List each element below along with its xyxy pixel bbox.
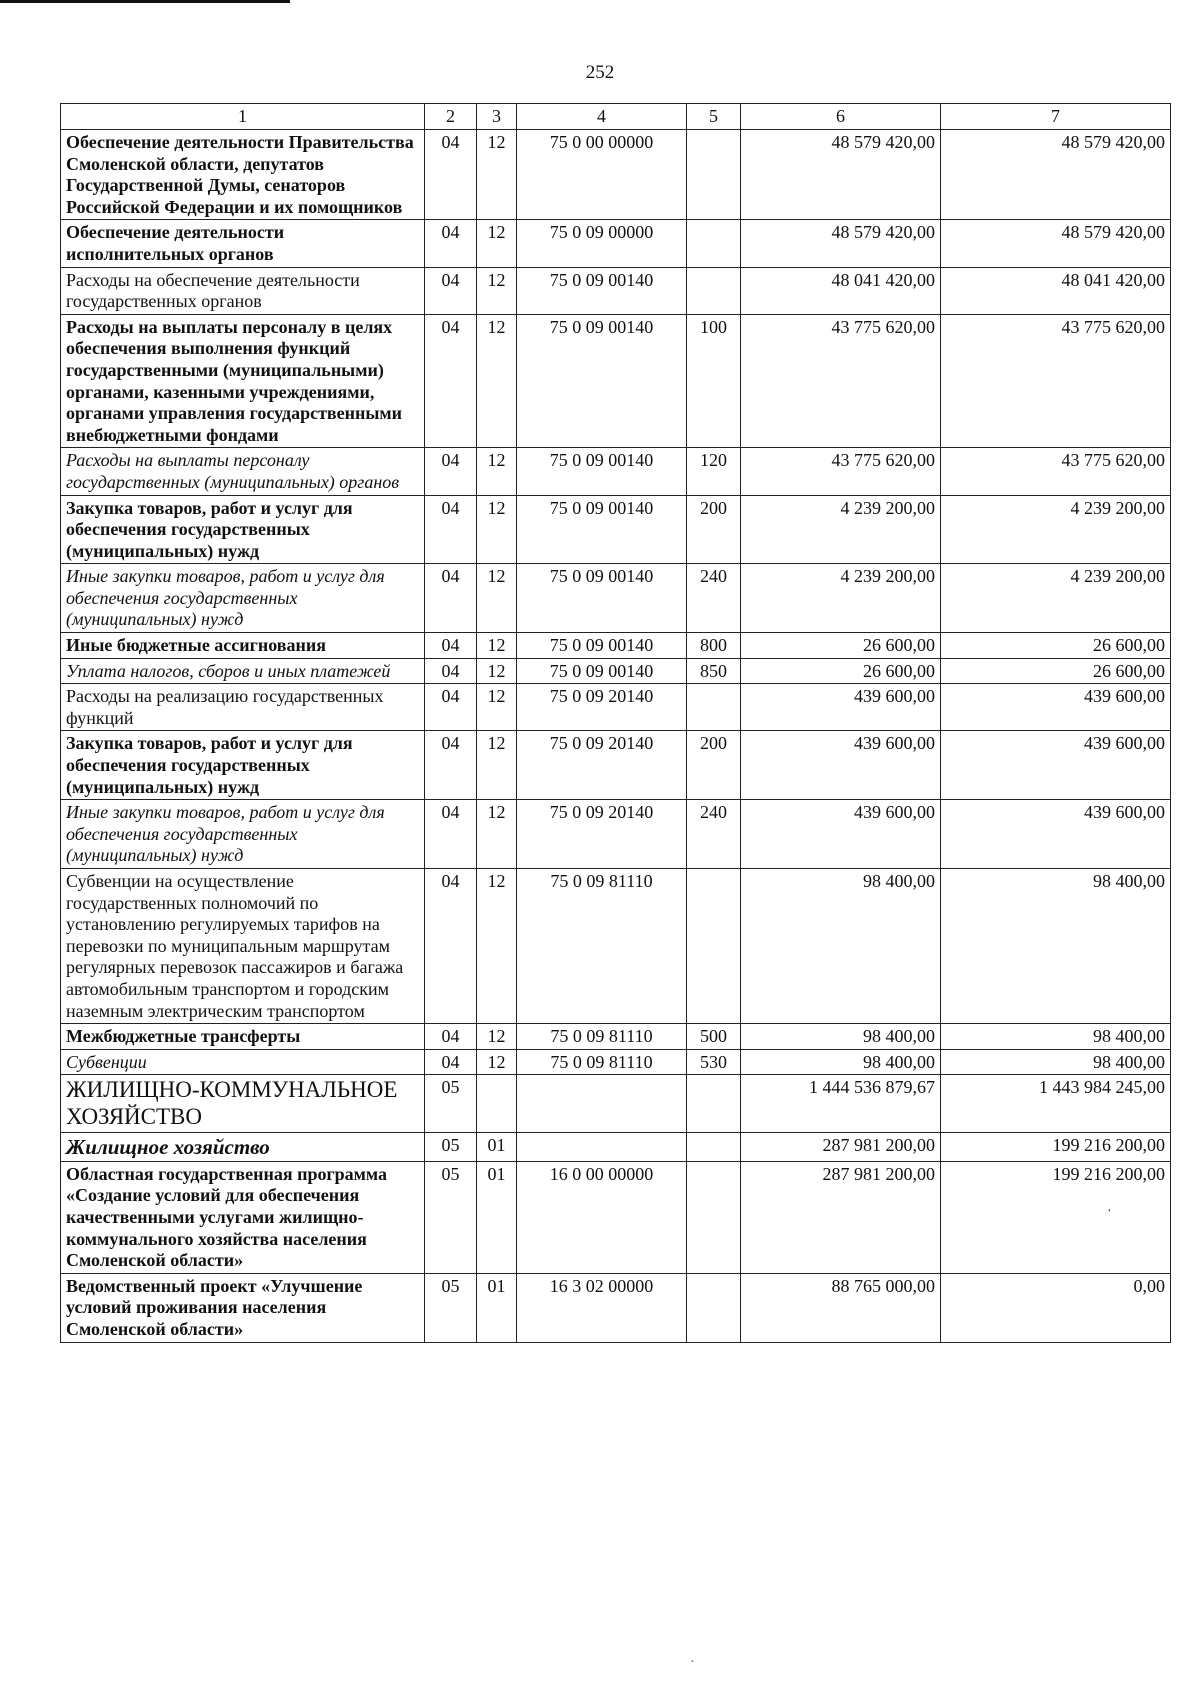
row-name: Жилищное хозяйство <box>61 1132 425 1161</box>
target-article-code: 75 0 09 20140 <box>517 731 687 800</box>
row-name: Закупка товаров, работ и услуг для обеспечения государственных (муниципальных) нужд <box>61 495 425 564</box>
amount-year-2: 199 216 200,00 <box>941 1132 1171 1161</box>
section-code: 05 <box>425 1132 477 1161</box>
amount-year-1: 43 775 620,00 <box>741 314 941 448</box>
amount-year-1: 48 579 420,00 <box>741 220 941 267</box>
amount-year-1: 26 600,00 <box>741 633 941 659</box>
target-article-code: 75 0 09 00140 <box>517 314 687 448</box>
table-row <box>61 267 1171 314</box>
section-code: 05 <box>425 1075 477 1132</box>
amount-year-1: 48 041 420,00 <box>741 267 941 314</box>
table-row <box>61 564 1171 633</box>
amount-year-2: 98 400,00 <box>941 869 1171 1024</box>
table-row <box>61 314 1171 448</box>
section-code: 05 <box>425 1273 477 1342</box>
section-code: 04 <box>425 130 477 220</box>
top-rule <box>0 0 290 3</box>
row-name: Субвенции <box>61 1049 425 1075</box>
table-row <box>61 731 1171 800</box>
col-header: 1 <box>61 104 425 130</box>
expense-type-code <box>687 267 741 314</box>
subsection-code: 01 <box>477 1132 517 1161</box>
expense-type-code <box>687 684 741 731</box>
section-code: 04 <box>425 1024 477 1050</box>
expense-type-code: 500 <box>687 1024 741 1050</box>
col-header: 3 <box>477 104 517 130</box>
target-article-code: 75 0 00 00000 <box>517 130 687 220</box>
row-name: Межбюджетные трансферты <box>61 1024 425 1050</box>
amount-year-1: 287 981 200,00 <box>741 1132 941 1161</box>
amount-year-2: 439 600,00 <box>941 684 1171 731</box>
row-name: Расходы на выплаты персоналу в целях обеспечения выполнения функций государственными (муниципальными) органами, казенными учреждениями, органами управления государственными внебюджетными фондами <box>61 314 425 448</box>
row-name: Областная государственная программа «Создание условий для обеспечения качественными услугами жилищно-коммунального хозяйства населения Смоленской области» <box>61 1161 425 1273</box>
amount-year-2: 199 216 200,00 <box>941 1161 1171 1273</box>
table-row <box>61 495 1171 564</box>
expense-type-code: 800 <box>687 633 741 659</box>
amount-year-2: 0,00 <box>941 1273 1171 1342</box>
amount-year-1: 43 775 620,00 <box>741 448 941 495</box>
section-code: 04 <box>425 1049 477 1075</box>
amount-year-1: 439 600,00 <box>741 684 941 731</box>
table-row <box>61 1161 1171 1273</box>
table-row <box>61 1024 1171 1050</box>
expense-type-code: 240 <box>687 800 741 869</box>
table-row <box>61 869 1171 1024</box>
subsection-code: 12 <box>477 220 517 267</box>
expense-type-code: 530 <box>687 1049 741 1075</box>
subsection-code: 12 <box>477 869 517 1024</box>
col-header: 4 <box>517 104 687 130</box>
table-row <box>61 800 1171 869</box>
row-name: Субвенции на осуществление государственных полномочий по установлению регулируемых тарифов на перевозки по муниципальным маршрутам регулярных перевозок пассажиров и багажа автомобильным транспортом и городским наземным электрическим транспортом <box>61 869 425 1024</box>
table-row <box>61 1273 1171 1342</box>
amount-year-2: 48 041 420,00 <box>941 267 1171 314</box>
expense-type-code <box>687 1161 741 1273</box>
col-header: 6 <box>741 104 941 130</box>
row-name: Расходы на выплаты персоналу государственных (муниципальных) органов <box>61 448 425 495</box>
target-article-code: 75 0 09 20140 <box>517 684 687 731</box>
amount-year-2: 98 400,00 <box>941 1024 1171 1050</box>
target-article-code: 75 0 09 00140 <box>517 267 687 314</box>
row-name: Уплата налогов, сборов и иных платежей <box>61 658 425 684</box>
amount-year-2: 43 775 620,00 <box>941 314 1171 448</box>
section-code: 04 <box>425 658 477 684</box>
target-article-code: 75 0 09 81110 <box>517 869 687 1024</box>
subsection-code <box>477 1075 517 1132</box>
row-name: Ведомственный проект «Улучшение условий проживания населения Смоленской области» <box>61 1273 425 1342</box>
scan-mark: · <box>690 1655 695 1670</box>
amount-year-1: 287 981 200,00 <box>741 1161 941 1273</box>
amount-year-1: 439 600,00 <box>741 731 941 800</box>
target-article-code: 75 0 09 00000 <box>517 220 687 267</box>
amount-year-1: 439 600,00 <box>741 800 941 869</box>
target-article-code: 75 0 09 81110 <box>517 1049 687 1075</box>
subsection-code: 12 <box>477 130 517 220</box>
expense-type-code <box>687 1273 741 1342</box>
amount-year-1: 4 239 200,00 <box>741 495 941 564</box>
amount-year-1: 1 444 536 879,67 <box>741 1075 941 1132</box>
amount-year-2: 26 600,00 <box>941 658 1171 684</box>
section-code: 04 <box>425 267 477 314</box>
amount-year-1: 88 765 000,00 <box>741 1273 941 1342</box>
header-row <box>61 104 1171 130</box>
expense-type-code <box>687 869 741 1024</box>
amount-year-2: 48 579 420,00 <box>941 220 1171 267</box>
amount-year-1: 98 400,00 <box>741 1024 941 1050</box>
target-article-code: 75 0 09 00140 <box>517 448 687 495</box>
subsection-code: 12 <box>477 684 517 731</box>
table-row <box>61 220 1171 267</box>
row-name: Расходы на реализацию государственных функций <box>61 684 425 731</box>
table-row <box>61 448 1171 495</box>
target-article-code: 16 0 00 00000 <box>517 1161 687 1273</box>
section-code: 04 <box>425 731 477 800</box>
amount-year-2: 4 239 200,00 <box>941 495 1171 564</box>
amount-year-1: 98 400,00 <box>741 869 941 1024</box>
section-code: 04 <box>425 869 477 1024</box>
expense-type-code <box>687 130 741 220</box>
table-row <box>61 1075 1171 1132</box>
amount-year-2: 26 600,00 <box>941 633 1171 659</box>
expense-type-code: 100 <box>687 314 741 448</box>
target-article-code: 75 0 09 00140 <box>517 564 687 633</box>
row-name: Обеспечение деятельности Правительства Смоленской области, депутатов Государственной Думы, сенаторов Российской Федерации и их помощников <box>61 130 425 220</box>
expense-type-code: 200 <box>687 731 741 800</box>
section-code: 05 <box>425 1161 477 1273</box>
target-article-code <box>517 1132 687 1161</box>
table-row <box>61 1132 1171 1161</box>
subsection-code: 01 <box>477 1161 517 1273</box>
target-article-code <box>517 1075 687 1132</box>
subsection-code: 12 <box>477 564 517 633</box>
target-article-code: 16 3 02 00000 <box>517 1273 687 1342</box>
row-name: Иные закупки товаров, работ и услуг для обеспечения государственных (муниципальных) нужд <box>61 800 425 869</box>
section-code: 04 <box>425 800 477 869</box>
subsection-code: 12 <box>477 1049 517 1075</box>
col-header: 2 <box>425 104 477 130</box>
table-row <box>61 658 1171 684</box>
row-name: ЖИЛИЩНО-КОММУНАЛЬНОЕ ХОЗЯЙСТВО <box>61 1075 425 1132</box>
expense-type-code: 240 <box>687 564 741 633</box>
amount-year-2: 4 239 200,00 <box>941 564 1171 633</box>
target-article-code: 75 0 09 00140 <box>517 658 687 684</box>
target-article-code: 75 0 09 20140 <box>517 800 687 869</box>
expense-type-code: 200 <box>687 495 741 564</box>
table-row <box>61 633 1171 659</box>
expense-type-code: 120 <box>687 448 741 495</box>
subsection-code: 12 <box>477 267 517 314</box>
section-code: 04 <box>425 220 477 267</box>
row-name: Обеспечение деятельности исполнительных органов <box>61 220 425 267</box>
target-article-code: 75 0 09 00140 <box>517 633 687 659</box>
amount-year-2: 439 600,00 <box>941 800 1171 869</box>
section-code: 04 <box>425 633 477 659</box>
subsection-code: 12 <box>477 658 517 684</box>
table-row <box>61 1049 1171 1075</box>
section-code: 04 <box>425 495 477 564</box>
expense-type-code <box>687 1132 741 1161</box>
amount-year-2: 98 400,00 <box>941 1049 1171 1075</box>
amount-year-1: 48 579 420,00 <box>741 130 941 220</box>
amount-year-2: 1 443 984 245,00 <box>941 1075 1171 1132</box>
subsection-code: 12 <box>477 1024 517 1050</box>
target-article-code: 75 0 09 00140 <box>517 495 687 564</box>
section-code: 04 <box>425 684 477 731</box>
row-name: Иные закупки товаров, работ и услуг для обеспечения государственных (муниципальных) нужд <box>61 564 425 633</box>
subsection-code: 01 <box>477 1273 517 1342</box>
budget-table <box>60 103 1171 1343</box>
row-name: Иные бюджетные ассигнования <box>61 633 425 659</box>
amount-year-2: 43 775 620,00 <box>941 448 1171 495</box>
subsection-code: 12 <box>477 731 517 800</box>
expense-type-code <box>687 1075 741 1132</box>
amount-year-1: 98 400,00 <box>741 1049 941 1075</box>
page-number: 252 <box>585 62 615 83</box>
subsection-code: 12 <box>477 448 517 495</box>
subsection-code: 12 <box>477 800 517 869</box>
amount-year-2: 439 600,00 <box>941 731 1171 800</box>
section-code: 04 <box>425 314 477 448</box>
row-name: Расходы на обеспечение деятельности государственных органов <box>61 267 425 314</box>
amount-year-1: 26 600,00 <box>741 658 941 684</box>
table-row <box>61 130 1171 220</box>
target-article-code: 75 0 09 81110 <box>517 1024 687 1050</box>
col-header: 7 <box>941 104 1171 130</box>
section-code: 04 <box>425 448 477 495</box>
col-header: 5 <box>687 104 741 130</box>
subsection-code: 12 <box>477 495 517 564</box>
amount-year-1: 4 239 200,00 <box>741 564 941 633</box>
table-row <box>61 684 1171 731</box>
scan-mark: ' <box>1108 1207 1111 1222</box>
expense-type-code: 850 <box>687 658 741 684</box>
section-code: 04 <box>425 564 477 633</box>
row-name: Закупка товаров, работ и услуг для обеспечения государственных (муниципальных) нужд <box>61 731 425 800</box>
subsection-code: 12 <box>477 633 517 659</box>
amount-year-2: 48 579 420,00 <box>941 130 1171 220</box>
expense-type-code <box>687 220 741 267</box>
subsection-code: 12 <box>477 314 517 448</box>
